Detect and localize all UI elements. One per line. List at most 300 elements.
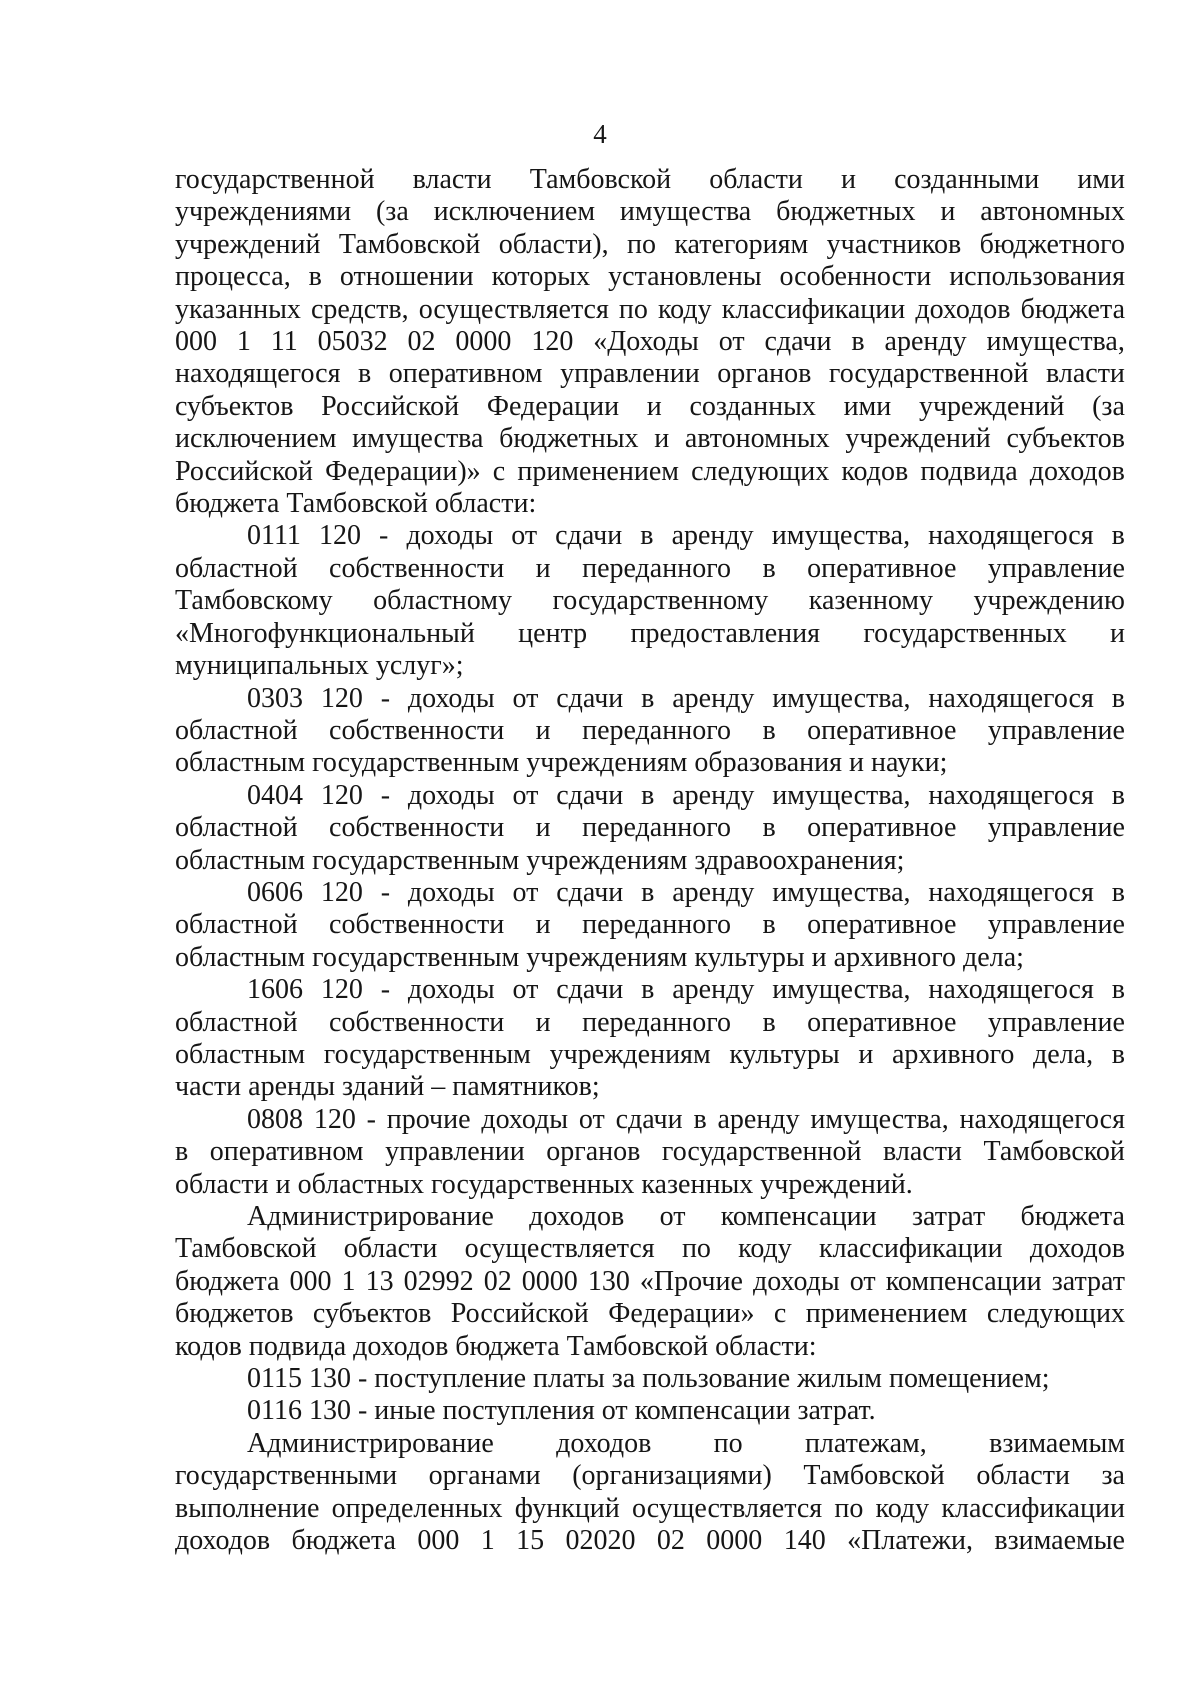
text-line xyxy=(175,618,1125,650)
word: доходы xyxy=(407,876,495,908)
word: и xyxy=(535,909,551,941)
word: следующих xyxy=(986,1298,1125,1330)
word: и xyxy=(535,1006,551,1038)
word: - xyxy=(379,520,389,552)
word: в xyxy=(641,974,655,1006)
word: Федерации)» xyxy=(325,455,481,487)
word: «Прочие xyxy=(639,1265,743,1297)
word: находящегося xyxy=(928,682,1094,714)
word: области xyxy=(343,1233,438,1265)
word: (за xyxy=(375,196,409,228)
word: и xyxy=(858,1038,874,1070)
word: Федерации» xyxy=(608,1298,755,1330)
word: в xyxy=(1111,682,1125,714)
text-line xyxy=(175,715,1125,747)
word: и xyxy=(654,423,670,455)
text-line xyxy=(175,261,1125,293)
text-line xyxy=(175,326,1125,358)
text-line xyxy=(175,164,1125,196)
word: в xyxy=(762,812,776,844)
word: в xyxy=(762,714,776,746)
word: коду xyxy=(738,1233,792,1265)
word: - xyxy=(366,1103,376,1135)
word: оперативное xyxy=(807,1006,957,1038)
word: 13 xyxy=(365,1265,394,1297)
word: дела, xyxy=(1033,1038,1094,1070)
word: аренду xyxy=(884,326,967,358)
word: доходы xyxy=(407,682,495,714)
text-line xyxy=(175,553,1125,585)
word: осуществляется xyxy=(632,1492,823,1524)
word: классификации xyxy=(819,1233,1003,1265)
word: доходы xyxy=(406,520,494,552)
word: 0606 xyxy=(247,876,303,908)
word: Федерации xyxy=(486,390,620,422)
word: 0303 xyxy=(247,682,303,714)
word: 0111 xyxy=(247,520,301,552)
word: Тамбовской xyxy=(175,1233,317,1265)
word: 02 xyxy=(407,326,436,358)
text-line: областным государственным учреждениям культуры и архивного дела; xyxy=(175,941,1024,973)
word: 11 xyxy=(270,326,298,358)
word: Тамбовской xyxy=(338,228,481,260)
word: переданного xyxy=(582,552,731,584)
word: архивного xyxy=(891,1038,1015,1070)
word: имущества, xyxy=(772,876,911,908)
word: и xyxy=(840,164,856,195)
word: в xyxy=(1111,876,1125,908)
word: в xyxy=(641,876,655,908)
word: аренду xyxy=(671,520,754,552)
word: компенсации xyxy=(885,1265,1042,1297)
word: компенсации xyxy=(720,1201,877,1232)
word: сдачи xyxy=(556,682,624,714)
word: исключением xyxy=(433,196,596,228)
word: взимаемым xyxy=(989,1427,1125,1459)
word: бюджетных xyxy=(776,196,916,228)
word: и xyxy=(940,196,956,228)
text-line xyxy=(175,877,1125,909)
word: прочие xyxy=(386,1103,471,1135)
word: и xyxy=(535,812,551,844)
word: автономных xyxy=(980,196,1125,228)
text-line xyxy=(175,909,1125,941)
word: собственности xyxy=(329,1006,505,1038)
text-line xyxy=(175,196,1125,228)
word: сдачи xyxy=(556,779,624,811)
word: и xyxy=(646,390,662,422)
word: 120 xyxy=(320,779,363,811)
word: от xyxy=(512,779,539,811)
word: центр xyxy=(518,617,588,649)
word: управлении xyxy=(385,1136,525,1168)
text-line xyxy=(175,1136,1125,1168)
text-line xyxy=(175,294,1125,326)
word: Администрирование xyxy=(247,1427,494,1459)
word: созданных xyxy=(689,390,816,422)
word: аренду xyxy=(717,1103,800,1135)
word: доходов xyxy=(556,1427,652,1459)
word: и xyxy=(535,714,551,746)
word: 0000 xyxy=(521,1265,578,1297)
word: органов xyxy=(546,1136,641,1168)
word: платежам, xyxy=(804,1427,927,1459)
word: определенных xyxy=(331,1492,503,1524)
word: (организациями) xyxy=(572,1460,772,1492)
word: доходы xyxy=(407,779,495,811)
word: имущества, xyxy=(772,974,911,1006)
text-line: бюджета Тамбовской области: xyxy=(175,488,537,520)
word: казенному xyxy=(808,585,934,617)
word: оперативное xyxy=(807,812,957,844)
word: 1 xyxy=(236,326,251,358)
word: 02 xyxy=(656,1525,685,1557)
word: - xyxy=(380,682,391,714)
word: в xyxy=(1111,974,1125,1006)
word: переданного xyxy=(582,714,731,746)
word: аренду xyxy=(672,876,755,908)
word: «Доходы xyxy=(593,326,699,358)
word: субъектов xyxy=(175,390,294,422)
word: сдачи xyxy=(556,876,624,908)
word: в xyxy=(762,909,776,941)
text-line xyxy=(175,1104,1125,1136)
text-line: части аренды зданий – памятников; xyxy=(175,1071,600,1103)
word: управление xyxy=(987,1006,1125,1038)
text-line xyxy=(175,1493,1125,1525)
text-line xyxy=(175,1039,1125,1071)
word: в xyxy=(1111,520,1125,552)
word: Администрирование xyxy=(247,1201,494,1232)
word: и xyxy=(1110,617,1125,649)
word: которых xyxy=(491,261,591,293)
word: ими xyxy=(1077,164,1125,195)
word: власти xyxy=(412,164,492,195)
word: выполнение xyxy=(175,1492,320,1524)
word: указанных xyxy=(175,293,301,325)
word: сдачи xyxy=(555,520,623,552)
word: Российской xyxy=(450,1298,589,1330)
word: 120 xyxy=(320,974,363,1006)
word: государственной xyxy=(661,1136,862,1168)
word: государственным xyxy=(323,1038,531,1070)
text-line: 0115 130 - поступление платы за пользование жилым помещением; xyxy=(247,1363,1050,1395)
text-line: областным государственным учреждениям здравоохранения; xyxy=(175,844,905,876)
word: областной xyxy=(175,552,298,584)
text-line xyxy=(175,1266,1125,1298)
word: имущества xyxy=(619,196,752,228)
word: Тамбовской xyxy=(803,1460,945,1492)
word: отношении xyxy=(339,261,474,293)
word: затрат xyxy=(911,1201,986,1232)
word: 1 xyxy=(480,1525,495,1557)
word: доходы xyxy=(752,1265,840,1297)
word: взимаемые xyxy=(994,1525,1125,1557)
word: 1606 xyxy=(247,974,303,1006)
word: собственности xyxy=(329,714,505,746)
word: собственности xyxy=(329,909,505,941)
text-line xyxy=(175,1233,1125,1265)
word: подвида xyxy=(920,455,1018,487)
word: категориям xyxy=(674,228,809,260)
word: государственному xyxy=(552,585,769,617)
word: аренду xyxy=(672,779,755,811)
word: находящегося xyxy=(175,358,341,390)
word: управление xyxy=(987,714,1125,746)
word: доходов xyxy=(175,1525,271,1557)
word: осуществляется xyxy=(464,1233,655,1265)
word: государственных xyxy=(863,617,1067,649)
text-line xyxy=(175,520,1125,552)
text-line xyxy=(175,974,1125,1006)
word: аренду xyxy=(672,974,755,1006)
text-line xyxy=(175,391,1125,423)
word: в xyxy=(358,358,372,390)
word: области xyxy=(976,1460,1070,1492)
word: управление xyxy=(987,552,1125,584)
word: субъектов xyxy=(312,1298,432,1330)
word: находящегося xyxy=(959,1103,1125,1135)
word: собственности xyxy=(329,552,505,584)
word: с xyxy=(492,455,506,487)
word: оперативное xyxy=(807,714,957,746)
word: 120 xyxy=(531,326,574,358)
word: «Платежи, xyxy=(847,1525,973,1557)
word: Тамбовской xyxy=(529,164,672,195)
word: бюджетов xyxy=(175,1298,294,1330)
word: находящегося xyxy=(928,974,1094,1006)
word: учреждению xyxy=(973,585,1125,617)
word: 130 xyxy=(587,1265,630,1297)
word: 1 xyxy=(341,1265,356,1297)
word: доходы xyxy=(407,974,495,1006)
text-line: кодов подвида доходов бюджета Тамбовской области: xyxy=(175,1330,817,1362)
word: учреждениям xyxy=(549,1038,711,1070)
word: в xyxy=(693,1103,707,1135)
word: по xyxy=(681,1233,711,1265)
word: автономных xyxy=(684,423,830,455)
word: 120 xyxy=(313,1103,356,1135)
text-line xyxy=(175,683,1125,715)
word: от xyxy=(512,876,539,908)
word: учреждениями xyxy=(175,196,352,228)
word: бюджетного xyxy=(979,228,1125,260)
word: в xyxy=(640,520,654,552)
word: в xyxy=(762,1006,776,1038)
word: сдачи xyxy=(615,1103,683,1135)
word: «Многофункциональный xyxy=(175,617,475,649)
text-line xyxy=(175,423,1125,455)
text-line xyxy=(175,812,1125,844)
word: органами xyxy=(428,1460,541,1492)
word: в xyxy=(308,261,322,293)
word: по xyxy=(618,293,648,325)
word: 0808 xyxy=(247,1103,303,1135)
word: находящегося xyxy=(928,779,1094,811)
word: классификации xyxy=(721,293,906,325)
word: 120 xyxy=(320,682,363,714)
word: доходов xyxy=(1029,455,1125,487)
word: собственности xyxy=(329,812,505,844)
word: оперативном xyxy=(388,358,543,390)
word: исключением xyxy=(175,423,337,455)
word: процесса, xyxy=(175,261,291,293)
word: бюджета xyxy=(1020,293,1125,325)
word: сдачи xyxy=(764,326,832,358)
word: областной xyxy=(175,812,298,844)
word: 120 xyxy=(320,876,363,908)
word: в xyxy=(762,552,776,584)
word: ими xyxy=(843,390,892,422)
word: от xyxy=(512,682,539,714)
word: 02020 xyxy=(565,1525,636,1557)
word: в xyxy=(1111,779,1125,811)
text-line xyxy=(175,1007,1125,1039)
word: переданного xyxy=(582,909,731,941)
word: государственными xyxy=(175,1460,398,1492)
word: 000 xyxy=(417,1525,460,1557)
word: - xyxy=(380,974,391,1006)
word: имущества xyxy=(352,423,484,455)
word: имущества, xyxy=(772,682,911,714)
text-line xyxy=(175,456,1125,488)
word: и xyxy=(535,552,551,584)
word: областной xyxy=(175,714,298,746)
word: функций xyxy=(514,1492,620,1524)
word: бюджета xyxy=(175,1265,280,1297)
word: в xyxy=(175,1136,189,1168)
word: 0404 xyxy=(247,779,303,811)
word: учреждений xyxy=(175,228,321,260)
word: доходов xyxy=(915,293,1011,325)
text-line xyxy=(175,1298,1125,1330)
word: от xyxy=(849,1265,876,1297)
word: 000 xyxy=(175,326,217,358)
word: областным xyxy=(175,1038,306,1070)
word: участников xyxy=(826,228,962,260)
word: бюджета xyxy=(1020,1201,1125,1232)
word: в xyxy=(641,682,655,714)
word: затрат xyxy=(1051,1265,1125,1297)
word: - xyxy=(380,779,391,811)
word: 02 xyxy=(483,1265,512,1297)
word: оперативное xyxy=(807,909,957,941)
word: областной xyxy=(175,1006,298,1038)
text-line xyxy=(175,585,1125,617)
word: от xyxy=(659,1201,686,1232)
word: переданного xyxy=(582,1006,731,1038)
word: особенности xyxy=(779,261,932,293)
text-line: областным государственным учреждениям образования и науки; xyxy=(175,747,948,779)
word: предоставления xyxy=(630,617,820,649)
word: управлении xyxy=(560,358,700,390)
word: оперативное xyxy=(807,552,957,584)
word: кодов xyxy=(841,455,909,487)
word: органов xyxy=(717,358,812,390)
word: 120 xyxy=(318,520,361,552)
word: Российской xyxy=(175,455,313,487)
word: переданного xyxy=(582,812,731,844)
word: коду xyxy=(658,293,712,325)
word: 0000 xyxy=(455,326,512,358)
word: в xyxy=(641,779,655,811)
word: Тамбовской xyxy=(983,1136,1125,1168)
word: власти xyxy=(1046,358,1125,390)
word: имущества, xyxy=(986,326,1125,358)
word: находящегося xyxy=(928,520,1094,552)
word: (за xyxy=(1092,390,1125,422)
text-line xyxy=(175,229,1125,261)
text-line: области и областных государственных казенных учреждений. xyxy=(175,1168,913,1200)
word: имущества, xyxy=(810,1103,949,1135)
word: от xyxy=(512,974,539,1006)
word: 15 xyxy=(516,1525,545,1557)
word: по xyxy=(713,1427,743,1459)
word: Российской xyxy=(321,390,460,422)
word: находящегося xyxy=(928,876,1094,908)
word: доходов xyxy=(1029,1233,1125,1265)
text-line: 0116 130 - иные поступления от компенсации затрат. xyxy=(247,1395,876,1427)
document-body xyxy=(175,164,1125,1557)
word: осуществляется xyxy=(418,293,609,325)
word: применением xyxy=(517,455,679,487)
word: субъектов xyxy=(1006,423,1125,455)
word: с xyxy=(773,1298,787,1330)
word: 02992 xyxy=(403,1265,474,1297)
word: - xyxy=(380,876,391,908)
word: созданными xyxy=(894,164,1040,195)
word: государственной xyxy=(175,164,375,195)
word: 140 xyxy=(783,1525,826,1557)
text-line xyxy=(175,358,1125,390)
word: культуры xyxy=(729,1038,840,1070)
text-line: муниципальных услуг»; xyxy=(175,650,464,682)
text-line xyxy=(175,1460,1125,1492)
word: учреждений xyxy=(918,390,1065,422)
word: следующих xyxy=(691,455,830,487)
word: 05032 xyxy=(317,326,388,358)
word: государственной xyxy=(828,358,1029,390)
word: власти xyxy=(883,1136,962,1168)
word: имущества, xyxy=(771,520,911,552)
word: сдачи xyxy=(556,974,624,1006)
word: учреждений xyxy=(845,423,991,455)
word: областному xyxy=(373,585,512,617)
word: бюджетных xyxy=(499,423,639,455)
word: 000 xyxy=(289,1265,332,1297)
word: от xyxy=(578,1103,605,1135)
word: 0000 xyxy=(706,1525,763,1557)
word: коду xyxy=(875,1492,930,1524)
word: по xyxy=(626,228,656,260)
word: управление xyxy=(987,909,1125,941)
word: бюджета xyxy=(291,1525,396,1557)
word: аренду xyxy=(672,682,755,714)
word: доходов xyxy=(529,1201,625,1232)
word: области xyxy=(709,164,803,195)
word: применением xyxy=(805,1298,968,1330)
word: областной xyxy=(175,909,298,941)
word: классификации xyxy=(941,1492,1125,1524)
word: управление xyxy=(987,812,1125,844)
word: использования xyxy=(949,261,1125,293)
word: Тамбовскому xyxy=(175,585,333,617)
text-line xyxy=(175,1525,1125,1557)
word: в xyxy=(1111,1038,1125,1070)
word: средств, xyxy=(310,293,409,325)
word: области), xyxy=(498,228,609,260)
word: по xyxy=(834,1492,864,1524)
